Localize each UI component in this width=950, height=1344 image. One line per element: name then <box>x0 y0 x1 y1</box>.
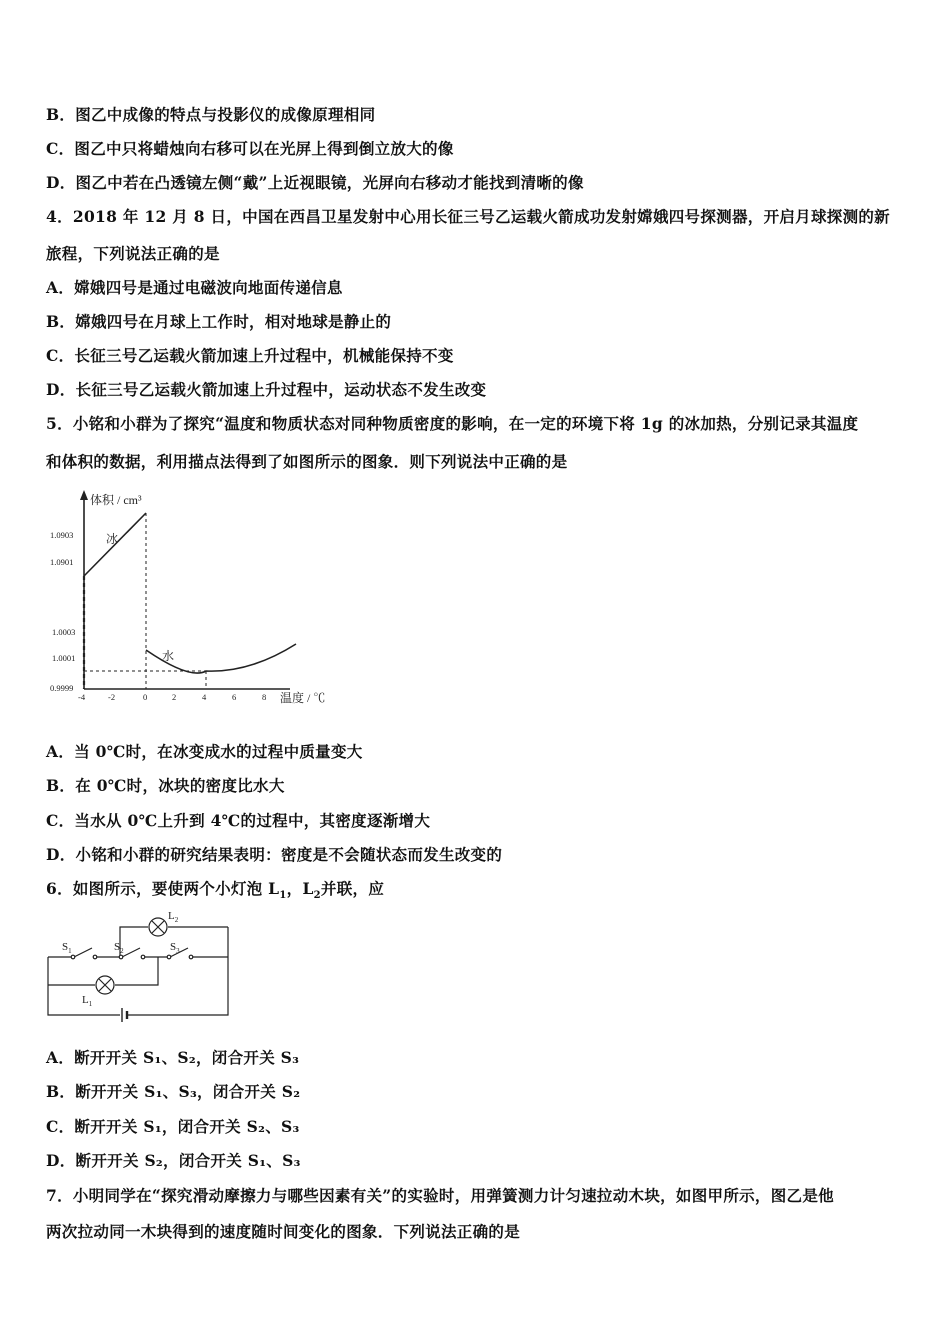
y-tick-label: 1.0003 <box>52 627 76 637</box>
label-l2: $L_2$ <box>168 910 179 924</box>
switch-s3-contact-left <box>167 955 171 959</box>
q6-option-b: B．断开开关 S₁、S₃，闭合开关 S₂ <box>46 1082 301 1101</box>
q4-option-b: B．嫦娥四号在月球上工作时，相对地球是静止的 <box>46 312 392 331</box>
q4-stem-line2: 旅程，下列说法正确的是 <box>46 244 220 263</box>
switch-s1-contact-left <box>71 955 75 959</box>
x-tick-label: 8 <box>262 692 267 702</box>
q6-option-d: D．断开开关 S₂，闭合开关 S₁、S₃ <box>46 1151 301 1170</box>
switch-s2-contact-left <box>119 955 123 959</box>
label-s2: $S_2$ <box>114 941 124 955</box>
wire-l1-right <box>115 957 158 985</box>
y-axis-label: 体积 / cm³ <box>90 493 142 507</box>
q6-option-c: C．断开开关 S₁，闭合开关 S₂、S₃ <box>46 1117 300 1136</box>
circuit-diagram <box>40 905 240 1027</box>
ice-series-label: 冰 <box>106 532 119 546</box>
q5-stem-line2: 和体积的数据，利用描点法得到了如图所示的图象．则下列说法中正确的是 <box>46 452 568 471</box>
q4-option-d: D．长征三号乙运载火箭加速上升过程中，运动状态不发生改变 <box>46 380 487 399</box>
q4-option-c: C．长征三号乙运载火箭加速上升过程中，机械能保持不变 <box>46 346 454 365</box>
lamp-l2-cross <box>152 921 164 933</box>
q4-stem-line1: 4．2018 年 12 月 8 日，中国在西昌卫星发射中心用长征三号乙运载火箭成功发射嫦娥四号探测器，开启月球探测的新 <box>46 207 890 226</box>
x-tick-label: 4 <box>202 692 207 702</box>
volume-temperature-chart <box>40 488 350 713</box>
q6-stem: 6．如图所示，要使两个小灯泡 $L_1$，$L_2$并联，应 <box>46 879 385 902</box>
q4-option-a: A．嫦娥四号是通过电磁波向地面传递信息 <box>46 278 343 297</box>
label-l1: $L_1$ <box>82 994 93 1008</box>
y-axis-arrow <box>80 490 88 500</box>
x-tick-label: -4 <box>78 692 86 702</box>
switch-s2-blade <box>122 948 140 957</box>
y-tick-label: 0.9999 <box>50 683 74 693</box>
label-s1: $S_1$ <box>62 941 72 955</box>
wire-battery-right <box>128 927 228 1015</box>
x-tick-label: -2 <box>108 692 116 702</box>
q5-stem-line1: 5．小铭和小群为了探究“温度和物质状态对同种物质密度的影响，在一定的环境下将 1g 的冰加热，分别记录其温度 <box>46 414 859 433</box>
switch-s3-contact-right <box>189 955 193 959</box>
q6-option-a: A．断开开关 S₁、S₂，闭合开关 S₃ <box>46 1048 300 1067</box>
lamp-l1-cross <box>99 979 111 991</box>
switch-s1-contact-right <box>93 955 97 959</box>
y-tick-label: 1.0903 <box>50 530 74 540</box>
x-tick-label: 6 <box>232 692 237 702</box>
wire-left <box>48 957 120 1015</box>
q5-option-a: A．当 0℃时，在冰变成水的过程中质量变大 <box>46 742 363 761</box>
label-s3: $S_3$ <box>170 941 180 955</box>
q3-option-c: C．图乙中只将蜡烛向右移可以在光屏上得到倒立放大的像 <box>46 139 454 158</box>
q3-option-d: D．图乙中若在凸透镜左侧“戴”上近视眼镜，光屏向右移动才能找到清晰的像 <box>46 173 584 192</box>
y-tick-label: 1.0901 <box>50 557 74 567</box>
x-tick-label: 2 <box>172 692 177 702</box>
q7-stem-line2: 两次拉动同一木块得到的速度随时间变化的图象．下列说法正确的是 <box>46 1222 521 1241</box>
x-axis-label: 温度 / ℃ <box>280 691 326 705</box>
q3-option-b: B．图乙中成像的特点与投影仪的成像原理相同 <box>46 105 376 124</box>
q5-option-c: C．当水从 0℃上升到 4℃的过程中，其密度逐渐增大 <box>46 811 431 830</box>
switch-s1-blade <box>74 948 92 957</box>
y-tick-label: 1.0001 <box>52 653 76 663</box>
q5-option-b: B．在 0℃时，冰块的密度比水大 <box>46 776 285 795</box>
x-tick-label: 0 <box>143 692 148 702</box>
q5-option-d: D．小铭和小群的研究结果表明：密度是不会随状态而发生改变的 <box>46 845 503 864</box>
q7-stem-line1: 7．小明同学在“探究滑动摩擦力与哪些因素有关”的实验时，用弹簧测力计匀速拉动木块，如图甲所示，图乙是他 <box>46 1186 834 1205</box>
water-series-label: 水 <box>162 649 175 663</box>
switch-s2-contact-right <box>141 955 145 959</box>
